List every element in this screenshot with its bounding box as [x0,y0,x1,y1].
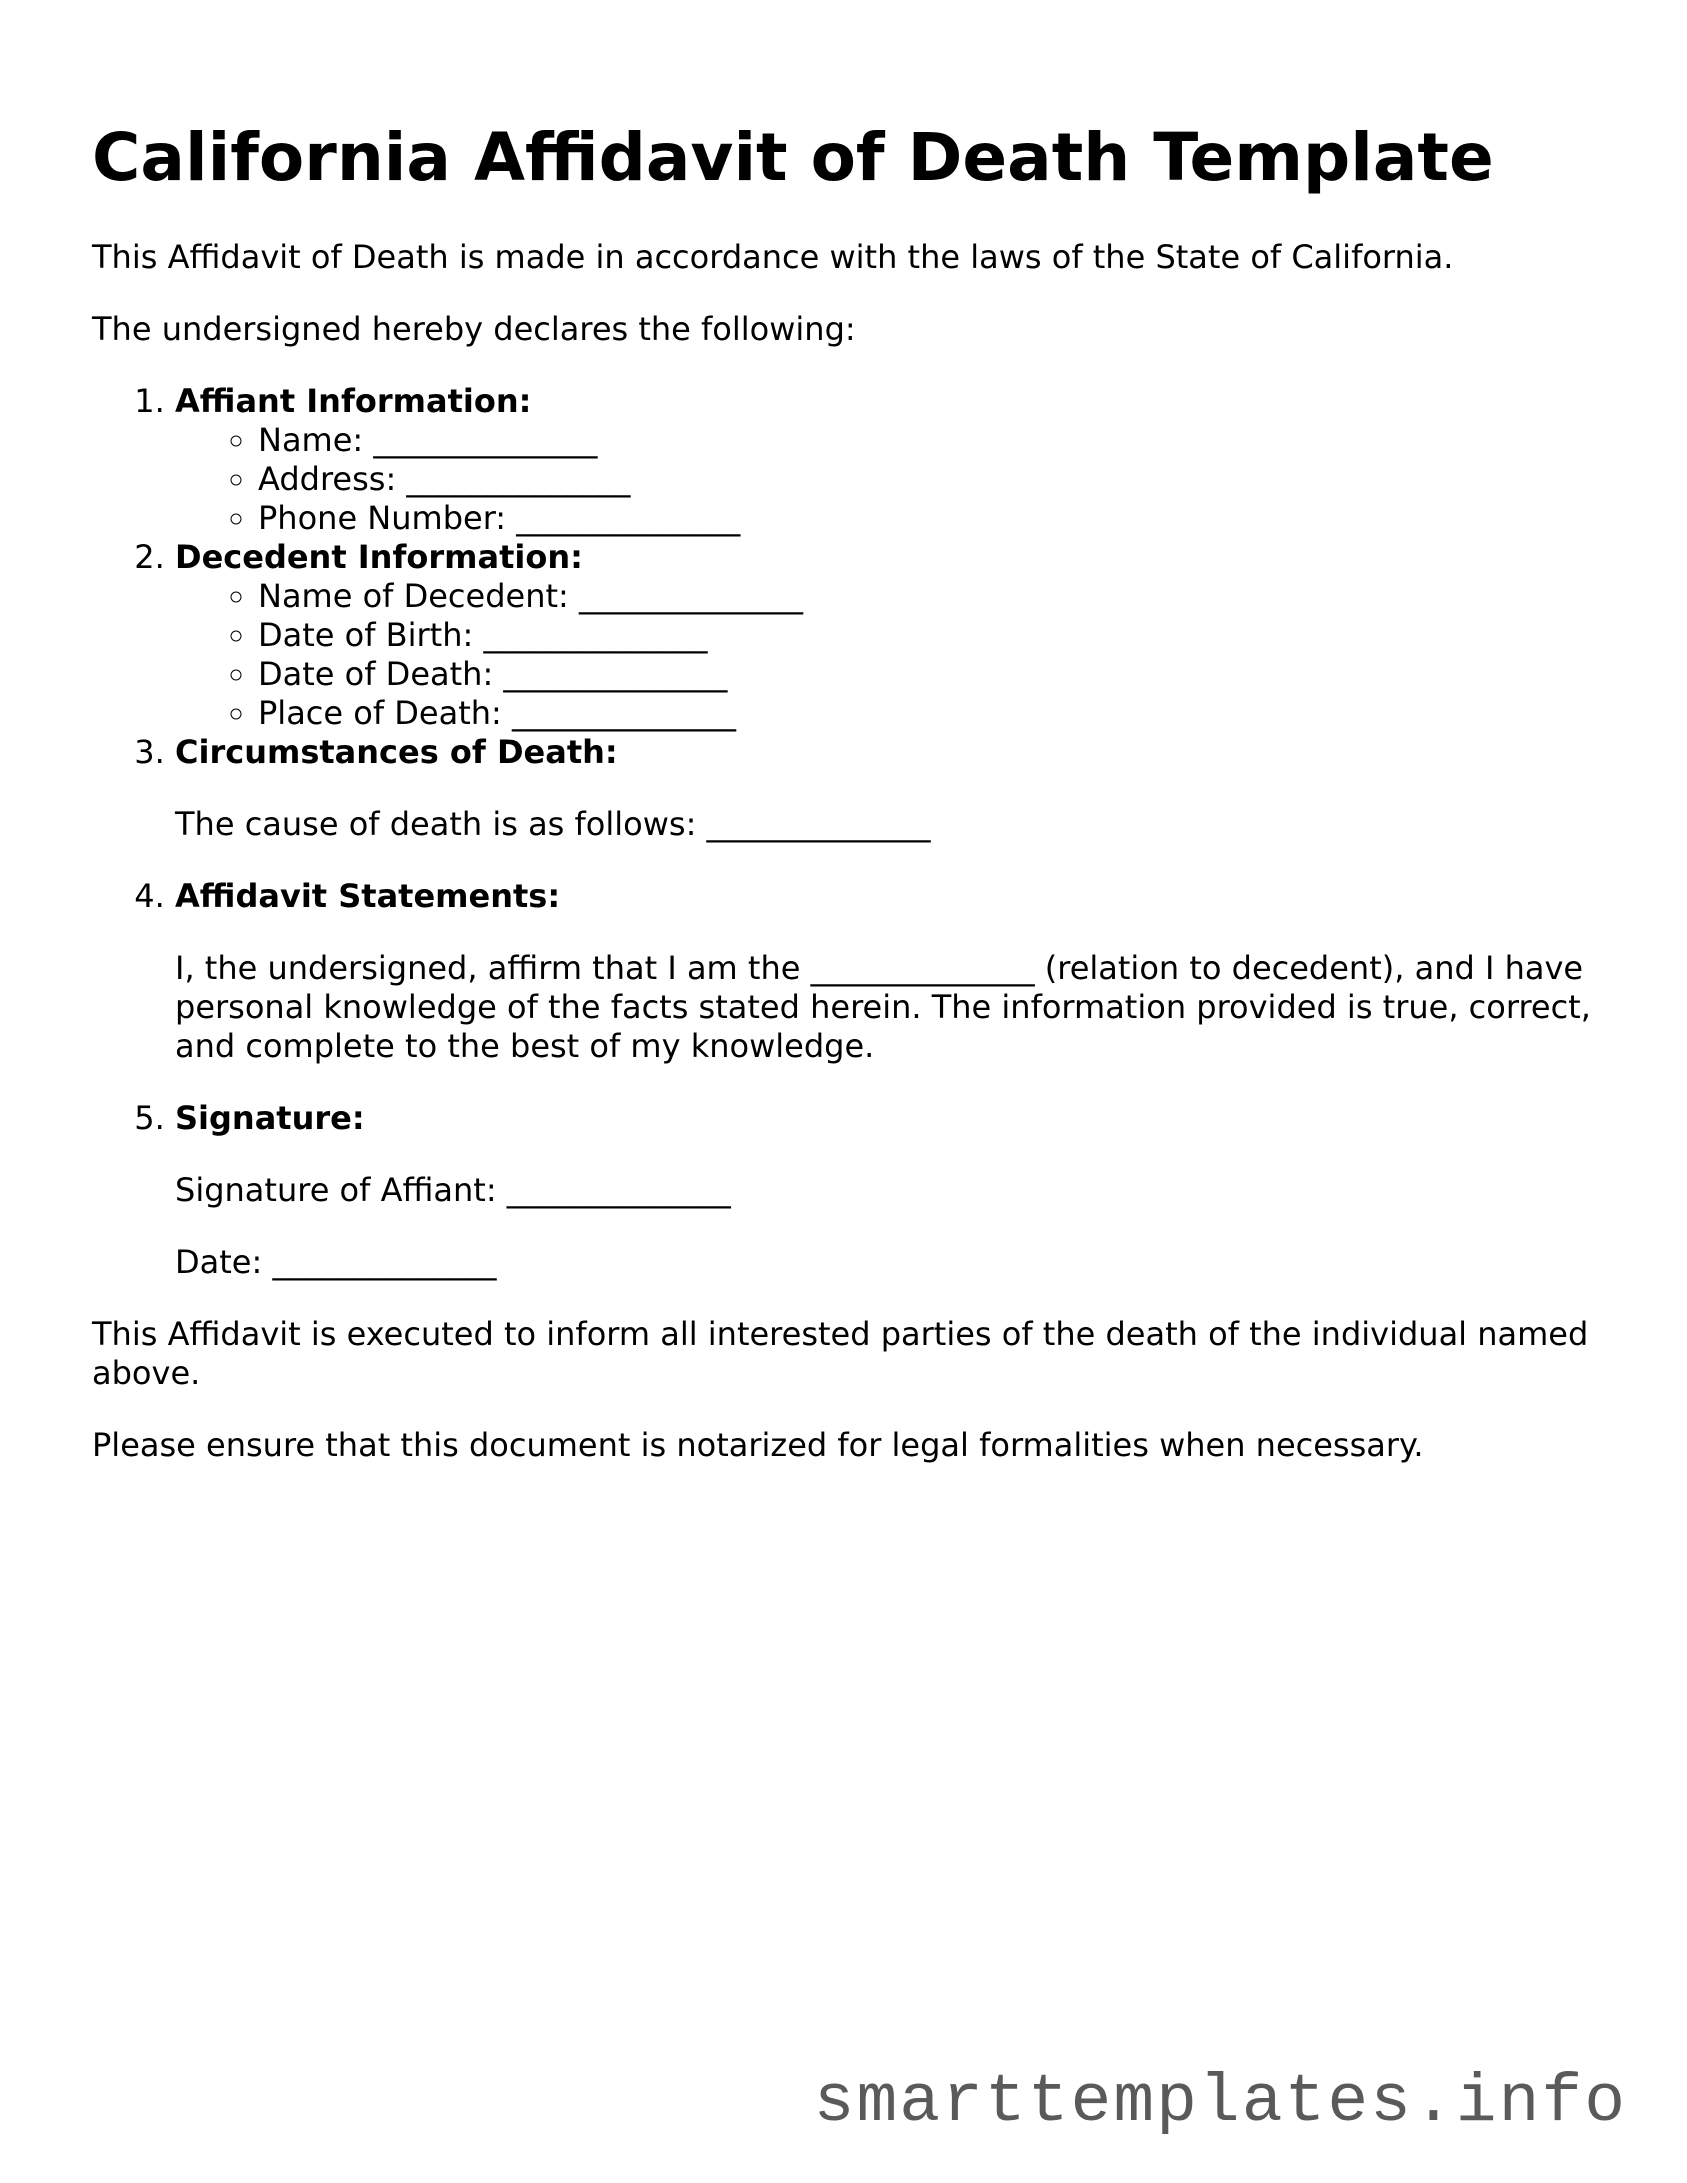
closing-paragraph: This Affidavit is executed to inform all interested parties of the death of the individual named above. [92,1315,1589,1392]
section-title: Affiant Information: [175,382,532,420]
field-phone-number: ◦ Phone Number: ______________ [258,499,1612,538]
field-name: ◦ Name: ______________ [258,421,1612,460]
section-signature [175,1099,1612,1282]
section-title: Decedent Information: [175,538,583,576]
section-title: Signature: [175,1099,365,1137]
section-decedent [175,538,1612,733]
field-place-of-death: ◦ Place of Death: ______________ [258,694,1612,733]
sections-list [92,382,1612,1282]
field-date-of-death: ◦ Date of Death: ______________ [258,655,1612,694]
date-line: Date: ______________ [175,1243,497,1281]
cause-of-death-line: The cause of death is as follows: ______________ [175,805,931,843]
decedent-fields [175,577,1612,733]
section-circumstances [175,733,1612,844]
field-date-of-birth: ◦ Date of Birth: ______________ [258,616,1612,655]
declaration-paragraph: The undersigned hereby declares the following: [92,310,856,348]
notice-paragraph: Please ensure that this document is notarized for legal formalities when necessary. [92,1426,1424,1464]
section-title: Affidavit Statements: [175,877,561,915]
affiant-fields [175,421,1612,538]
section-affiant [175,382,1612,538]
intro-paragraph: This Affidavit of Death is made in accordance with the laws of the State of California. [92,238,1454,276]
section-statements [175,877,1612,1066]
affirmation-paragraph: I, the undersigned, affirm that I am the ______________ (relation to decedent), and I have personal knowledge of the facts stated herein. The information provided is true, correct, and complete to the best of my knowledge. [175,949,1591,1065]
document-page [92,118,1612,1498]
section-title: Circumstances of Death: [175,733,618,771]
field-address: ◦ Address: ______________ [258,460,1612,499]
signature-line: Signature of Affiant: ______________ [175,1171,731,1209]
field-name-of-decedent: ◦ Name of Decedent: ______________ [258,577,1612,616]
watermark: smarttemplates.info [813,2064,1627,2141]
document-title: California Affidavit of Death Template [92,119,1494,196]
